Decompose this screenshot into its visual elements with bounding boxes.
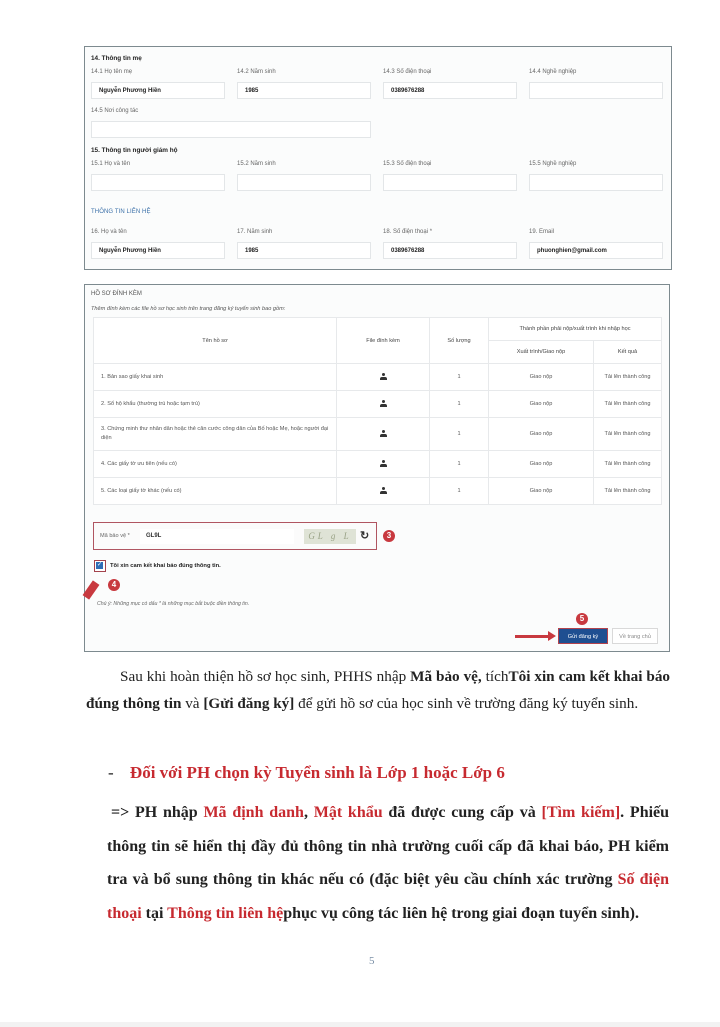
bold-text: Mã bảo vệ, — [410, 668, 482, 685]
text: , — [303, 804, 314, 821]
guardian-birthyear-input[interactable] — [237, 174, 371, 191]
contact-email-label: 19. Email — [529, 229, 555, 235]
captcha-group — [93, 522, 377, 550]
upload-button[interactable] — [337, 418, 430, 451]
step-marker-5: 5 — [576, 613, 588, 625]
doc-mode: Giao nộp — [489, 364, 594, 391]
contact-birthyear-label: 17. Năm sinh — [237, 229, 273, 235]
upload-icon — [380, 400, 387, 407]
captcha-image: GL g L — [304, 529, 356, 544]
attachments-table — [93, 317, 662, 505]
text: đã được cung cấp và — [382, 804, 542, 821]
col-header-group: Thành phần phải nộp/xuất trình khi nhập học — [489, 318, 662, 341]
doc-qty: 1 — [430, 451, 489, 478]
table-row — [94, 451, 662, 478]
table-row — [94, 478, 662, 505]
back-home-button[interactable]: Về trang chủ — [612, 628, 658, 644]
col-header-mode: Xuất trình/Giao nộp — [489, 341, 594, 364]
guardian-section-title: 15. Thông tin người giám hộ — [91, 147, 178, 154]
doc-result: Tải lên thành công — [594, 418, 662, 451]
guardian-name-label: 15.1 Họ và tên — [91, 161, 131, 167]
page-number: 5 — [369, 955, 375, 967]
highlight-text: Số điện thoại — [107, 871, 669, 922]
bullet-text: Đối với PH chọn kỳ Tuyển sinh là Lớp 1 hoặc Lớp 6 — [129, 763, 505, 782]
table-row — [94, 418, 662, 451]
annotation-arrow-icon — [83, 580, 100, 599]
mother-section-title: 14. Thông tin mẹ — [91, 55, 142, 62]
doc-qty: 1 — [430, 418, 489, 451]
doc-name: 3. Chứng minh thư nhân dân hoặc thẻ căn cước công dân của Bố hoặc Mẹ, hoặc người đại diện — [94, 418, 337, 451]
guardian-birthyear-label: 15.2 Năm sinh — [237, 161, 276, 167]
text: và — [181, 695, 204, 712]
doc-qty: 1 — [430, 364, 489, 391]
instruction-paragraph-2 — [107, 796, 669, 930]
mother-name-label: 14.1 Họ tên mẹ — [91, 69, 133, 75]
col-header-name: Tên hồ sơ — [94, 318, 337, 364]
doc-mode: Giao nộp — [489, 451, 594, 478]
guardian-phone-input[interactable] — [383, 174, 517, 191]
bold-text: [Gửi đăng ký] — [203, 695, 295, 712]
contact-section-title: THÔNG TIN LIÊN HỆ — [91, 209, 151, 215]
mother-workplace-input[interactable] — [91, 121, 371, 138]
arrow-head-icon — [548, 631, 556, 641]
doc-result: Tải lên thành công — [594, 478, 662, 505]
mother-phone-input[interactable]: 0389676288 — [383, 82, 517, 99]
captcha-label: Mã bảo vệ * — [100, 533, 130, 539]
mother-name-input[interactable]: Nguyễn Phương Hiền — [91, 82, 225, 99]
checkmark-icon: ✓ — [96, 562, 103, 568]
guardian-name-input[interactable] — [91, 174, 225, 191]
doc-mode: Giao nộp — [489, 478, 594, 505]
col-header-qty: Số lượng — [430, 318, 489, 364]
doc-name: 2. Sổ hộ khẩu (thường trú hoặc tạm trú) — [94, 391, 337, 418]
mother-phone-label: 14.3 Số điện thoại — [383, 69, 432, 75]
highlight-text: Mật khẩu — [313, 804, 383, 821]
mother-job-label: 14.4 Nghề nghiệp — [529, 69, 577, 75]
doc-qty: 1 — [430, 478, 489, 505]
upload-button[interactable] — [337, 478, 430, 505]
highlight-text: Mã định danh — [203, 804, 304, 821]
upload-icon — [380, 487, 387, 494]
upload-icon — [380, 430, 387, 437]
upload-icon — [380, 373, 387, 380]
guardian-phone-label: 15.3 Số điện thoại — [383, 161, 432, 167]
submit-registration-button[interactable]: Gửi đăng ký — [558, 628, 608, 644]
col-header-file: File đính kèm — [337, 318, 430, 364]
table-row — [94, 364, 662, 391]
highlight-text: [Tìm kiếm] — [541, 804, 621, 821]
instruction-paragraph — [86, 663, 670, 717]
contact-phone-label: 18. Số điện thoại * — [383, 229, 433, 235]
upload-button[interactable] — [337, 391, 430, 418]
step-marker-4: 4 — [108, 579, 120, 591]
mother-job-input[interactable] — [529, 82, 663, 99]
attachments-intro: Thêm đính kèm các file hồ sơ học sinh trên trang đăng ký tuyển sinh bao gồm: — [91, 306, 286, 312]
text: => PH nhập — [111, 804, 204, 821]
captcha-input[interactable]: GL9L — [140, 529, 294, 544]
attachments-title: HỒ SƠ ĐÍNH KÈM — [91, 291, 142, 297]
guardian-job-input[interactable] — [529, 174, 663, 191]
doc-name: 4. Các giấy tờ ưu tiên (nếu có) — [94, 451, 337, 478]
bullet-dash: - — [108, 763, 114, 782]
bottom-edge — [0, 1022, 720, 1027]
guardian-job-label: 15.5 Nghề nghiệp — [529, 161, 577, 167]
required-note: Chú ý: Những mục có dấu * là những mục bắt buộc điền thông tin. — [97, 601, 250, 607]
doc-mode: Giao nộp — [489, 418, 594, 451]
upload-icon — [380, 460, 387, 467]
contact-name-label: 16. Họ và tên — [91, 229, 127, 235]
upload-button[interactable] — [337, 364, 430, 391]
commit-label: Tôi xin cam kết khai báo đúng thông tin. — [110, 563, 221, 569]
mother-workplace-label: 14.5 Nơi công tác — [91, 108, 139, 114]
contact-birthyear-input[interactable]: 1985 — [237, 242, 371, 259]
annotation-arrow-icon — [515, 635, 551, 638]
doc-result: Tải lên thành công — [594, 451, 662, 478]
attachments-panel — [84, 284, 670, 652]
mother-birthyear-input[interactable]: 1985 — [237, 82, 371, 99]
doc-result: Tải lên thành công — [594, 364, 662, 391]
commit-checkbox[interactable] — [94, 560, 106, 572]
contact-email-input[interactable]: phuonghien@gmail.com — [529, 242, 663, 259]
doc-result: Tải lên thành công — [594, 391, 662, 418]
mother-birthyear-label: 14.2 Năm sinh — [237, 69, 276, 75]
bold-text: Tôi xin cam kết khai báo đúng thông tin — [86, 668, 671, 712]
step-marker-3: 3 — [383, 530, 395, 542]
doc-name: 5. Các loại giấy tờ khác (nếu có) — [94, 478, 337, 505]
doc-mode: Giao nộp — [489, 391, 594, 418]
doc-qty: 1 — [430, 391, 489, 418]
parent-info-form — [84, 46, 672, 270]
text: . Phiếu thông tin sẽ hiển thị đầy đủ thông tin nhà trường cuối cấp đã khai báo, PH kiểm tra và bổ sung thông tin khác nếu có (đặc biệt yêu cầu chính xác trường — [107, 804, 670, 888]
text: tại — [141, 904, 168, 922]
refresh-icon[interactable]: ↻ — [360, 530, 370, 542]
col-header-result: Kết quả — [594, 341, 662, 364]
text: Sau khi hoàn thiện hồ sơ học sinh, PHHS nhập — [120, 668, 411, 685]
text: phục vụ công tác liên hệ trong giai đoạn tuyển sinh). — [283, 904, 639, 922]
text: để gửi hồ sơ của học sinh về trường đăng ký tuyển sinh. — [294, 695, 639, 712]
contact-name-input[interactable]: Nguyễn Phương Hiền — [91, 242, 225, 259]
table-row — [94, 391, 662, 418]
contact-phone-input[interactable]: 0389676288 — [383, 242, 517, 259]
text: tích — [481, 668, 509, 685]
highlight-text: Thông tin liên hệ — [167, 904, 284, 922]
bullet-heading — [108, 759, 505, 786]
doc-name: 1. Bản sao giấy khai sinh — [94, 364, 337, 391]
upload-button[interactable] — [337, 451, 430, 478]
